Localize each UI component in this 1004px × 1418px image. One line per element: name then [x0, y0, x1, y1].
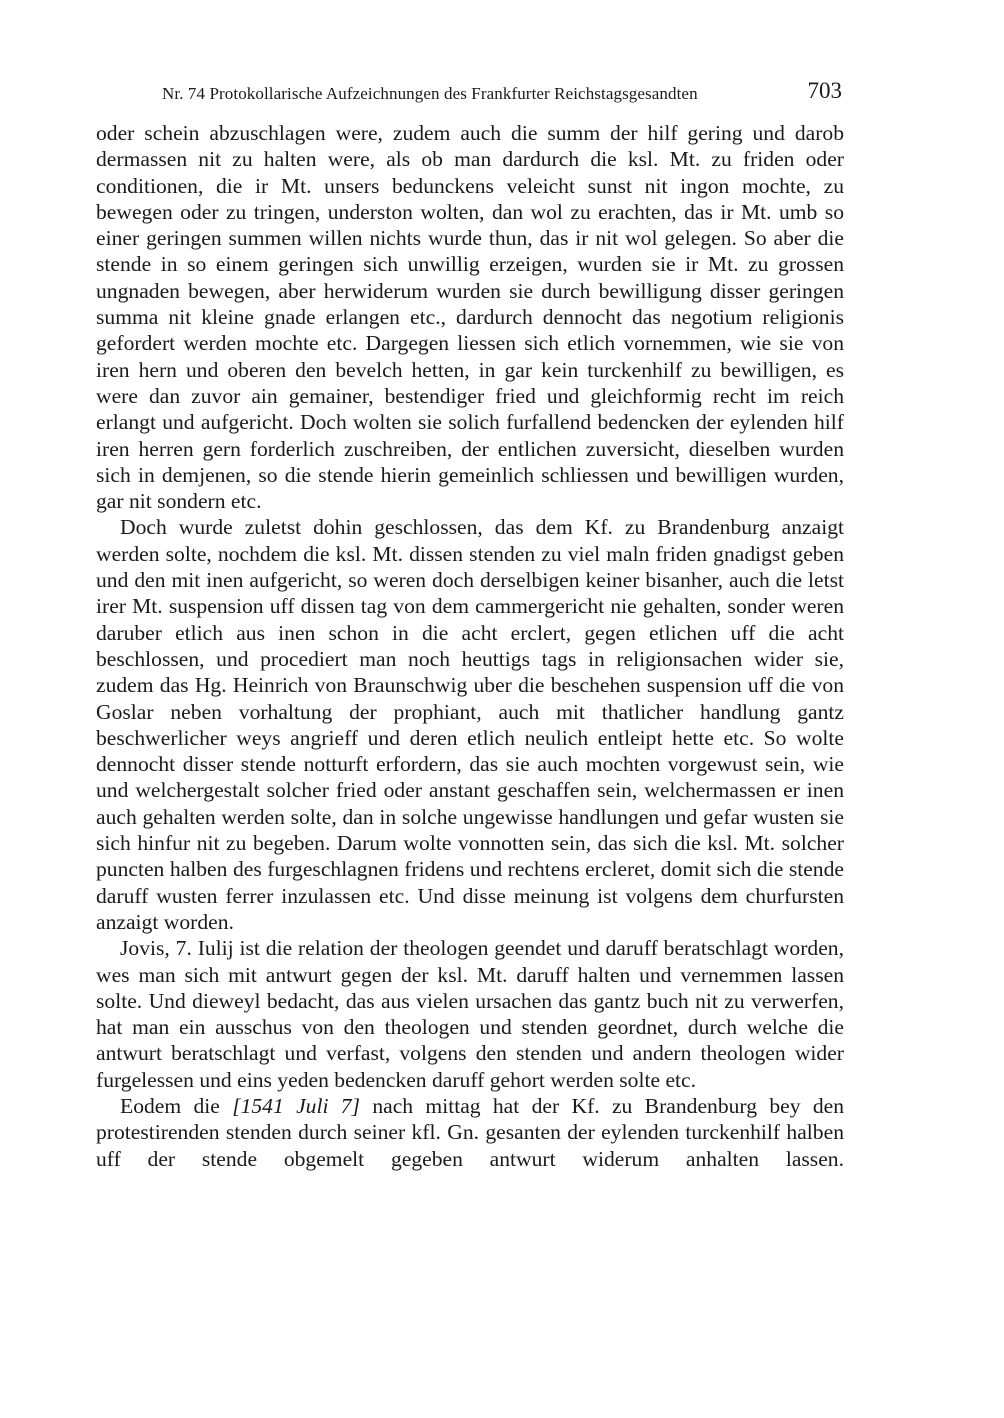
paragraph-4-start: Eodem die: [120, 1093, 233, 1118]
paragraph-4: [96, 1093, 844, 1172]
body-text: [96, 120, 844, 1172]
paragraph-3: Jovis, 7. Iulij ist die relation der theologen geendet und daruff beratschlagt worden, wes man sich mit antwurt gegen der ksl. Mt. daruff halten und vernemmen lassen solte. Und dieweyl bedacht, das aus vielen ursachen das gantz buch nit zu verwerfen, hat man ein ausschus von den theologen und stenden geordnet, durch welche die antwurt beratschlagt und verfast, volgens den stenden und andern theologen wider furgelessen und eins yeden bedencken daruff gehort werden solte etc.: [96, 936, 844, 1092]
date-annotation: [1541 Juli 7]: [232, 1093, 360, 1118]
running-title: Nr. 74 Protokollarische Aufzeichnungen des Frankfurter Reichstagsgesandten: [162, 84, 698, 103]
running-head: [96, 76, 846, 108]
paragraph-1: oder schein abzuschlagen were, zudem auch die summ der hilf gering und darob dermassen nit zu halten were, als ob man dardurch die ksl. Mt. zu friden oder conditionen, die ir Mt. unsers bedunckens veleicht sunst nit ingon mochte, zu bewegen oder zu tringen, underston wolten, dan wol zu erachten, das ir Mt. umb so einer geringen summen willen nichts wurde thun, das ir nit wol gelegen. So aber die stende in so einem geringen sich unwillig erzeigen, wurden sie ir Mt. zu grossen ungnaden bewegen, aber herwiderum wurden sie durch bewilligung disser geringen summa nit kleine gnade erlangen etc., dardurch dennocht das negotium religionis gefordert werden mochte etc. Dargegen liessen sich etlich vornemmen, wie sie von iren hern und oberen den bevelch hetten, in gar kein turckenhilf zu bewilligen, es were dan zuvor ain gemainer, bestendiger fried und gleichformig recht im reich erlangt und aufgericht. Doch wolten sie solich furfallend bedencken der eylenden hilf iren herren gern forderlich zuschreiben, der entlichen zuversicht, dieselben wurden sich in demjenen, so die stende hierin gemeinlich schliessen und bewilligen wurden, gar nit sondern etc.: [96, 121, 844, 514]
paragraph-4-end: nach mittag hat der Kf. zu Brandenburg bey den protestirenden stenden durch seiner kfl. Gn. gesanten der eylenden turckenhilf halben uff der stende obgemelt gegeben antwurt widerum anhalten lassen.: [96, 1093, 845, 1171]
paragraph-2: Doch wurde zuletst dohin geschlossen, das dem Kf. zu Brandenburg anzaigt werden solte, nochdem die ksl. Mt. dissen stenden zu viel maln friden gnadigst geben und den mit inen aufgericht, so weren doch derselbigen keiner bisanher, auch die letst irer Mt. suspension uff dissen tag von dem cammergericht nie gehalten, sonder weren daruber etlich aus inen schon in die acht erclert, gegen etlichen uff die acht beschlossen, und procediert man noch heuttigs tags in religionsachen wider sie, zudem das Hg. Heinrich von Braunschwig uber die beschehen suspension uff die von Goslar neben vorhaltung der prophiant, auch mit thatlicher handlung gantz beschwerlicher weys angrieff und deren etlich neulich entleipt hette etc. So wolte dennocht disser stende notturft erfordern, das sie auch mochten vorgewust sein, wie und welchergestalt solcher fried oder anstant geschaffen sein, welchermassen er inen auch gehalten werden solte, dan in solche ungewisse handlungen und gefar wusten sie sich hinfur nit zu begeben. Darum wolte vonnotten sein, das sich die ksl. Mt. solcher puncten halben des furgeschlagnen fridens und rechtens ercleret, domit sich die stende daruff wusten ferrer inzulassen etc. Und disse meinung ist volgens dem churfursten anzaigt worden.: [96, 515, 844, 934]
page-number: 703: [807, 78, 842, 103]
